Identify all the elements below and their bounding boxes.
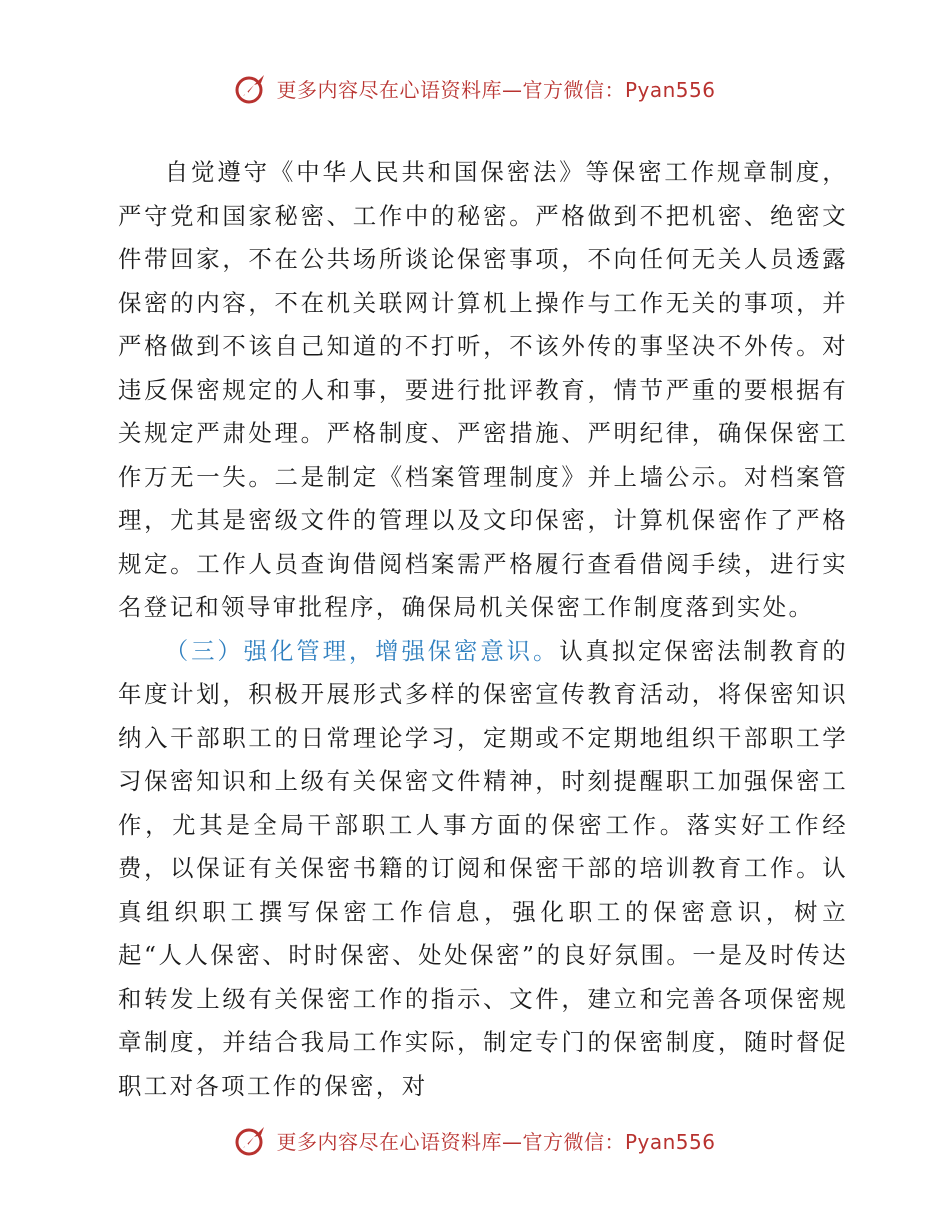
paragraph-2 xyxy=(118,630,848,1109)
document-body xyxy=(118,151,848,1108)
header-banner xyxy=(0,68,950,108)
header-banner-text: 更多内容尽在心语资料库—官方微信：Pyan556 xyxy=(276,77,716,102)
quill-logo-icon xyxy=(234,71,268,105)
quill-logo-icon xyxy=(234,1123,268,1157)
paragraph-1 xyxy=(118,151,848,630)
footer-banner xyxy=(0,1120,950,1160)
footer-banner-text: 更多内容尽在心语资料库—官方微信：Pyan556 xyxy=(276,1129,716,1154)
section-heading-3: （三）强化管理，增强保密意识。 xyxy=(164,636,560,665)
paragraph-1-text: 自觉遵守《中华人民共和国保密法》等保密工作规章制度，严守党和国家秘密、工作中的秘密。严格做到不把机密、绝密文件带回家，不在公共场所谈论保密事项，不向任何无关人员透露保密的内容，不在机关联网计算机上操作与工作无关的事项，并严格做到不该自己知道的不打听，不该外传的事坚决不外传。对违反保密规定的人和事，要进行批评教育，情节严重的要根据有关规定严肃处理。严格制度、严密措施、严明纪律，确保保密工作万无一失。二是制定《档案管理制度》并上墙公示。对档案管理，尤其是密级文件的管理以及文印保密，计算机保密作了严格规定。工作人员查询借阅档案需严格履行查看借阅手续，进行实名登记和领导审批程序，确保局机关保密工作制度落到实处。 xyxy=(118,158,848,621)
paragraph-2-text: 认真拟定保密法制教育的年度计划，积极开展形式多样的保密宣传教育活动，将保密知识纳入干部职工的日常理论学习，定期或不定期地组织干部职工学习保密知识和上级有关保密文件精神，时刻提醒职工加强保密工作，尤其是全局干部职工人事方面的保密工作。落实好工作经费，以保证有关保密书籍的订阅和保密干部的培训教育工作。认真组织职工撰写保密工作信息，强化职工的保密意识，树立起“人人保密、时时保密、处处保密”的良好氛围。一是及时传达和转发上级有关保密工作的指示、文件，建立和完善各项保密规章制度，并结合我局工作实际，制定专门的保密制度，随时督促职工对各项工作的保密，对 xyxy=(118,636,849,1100)
